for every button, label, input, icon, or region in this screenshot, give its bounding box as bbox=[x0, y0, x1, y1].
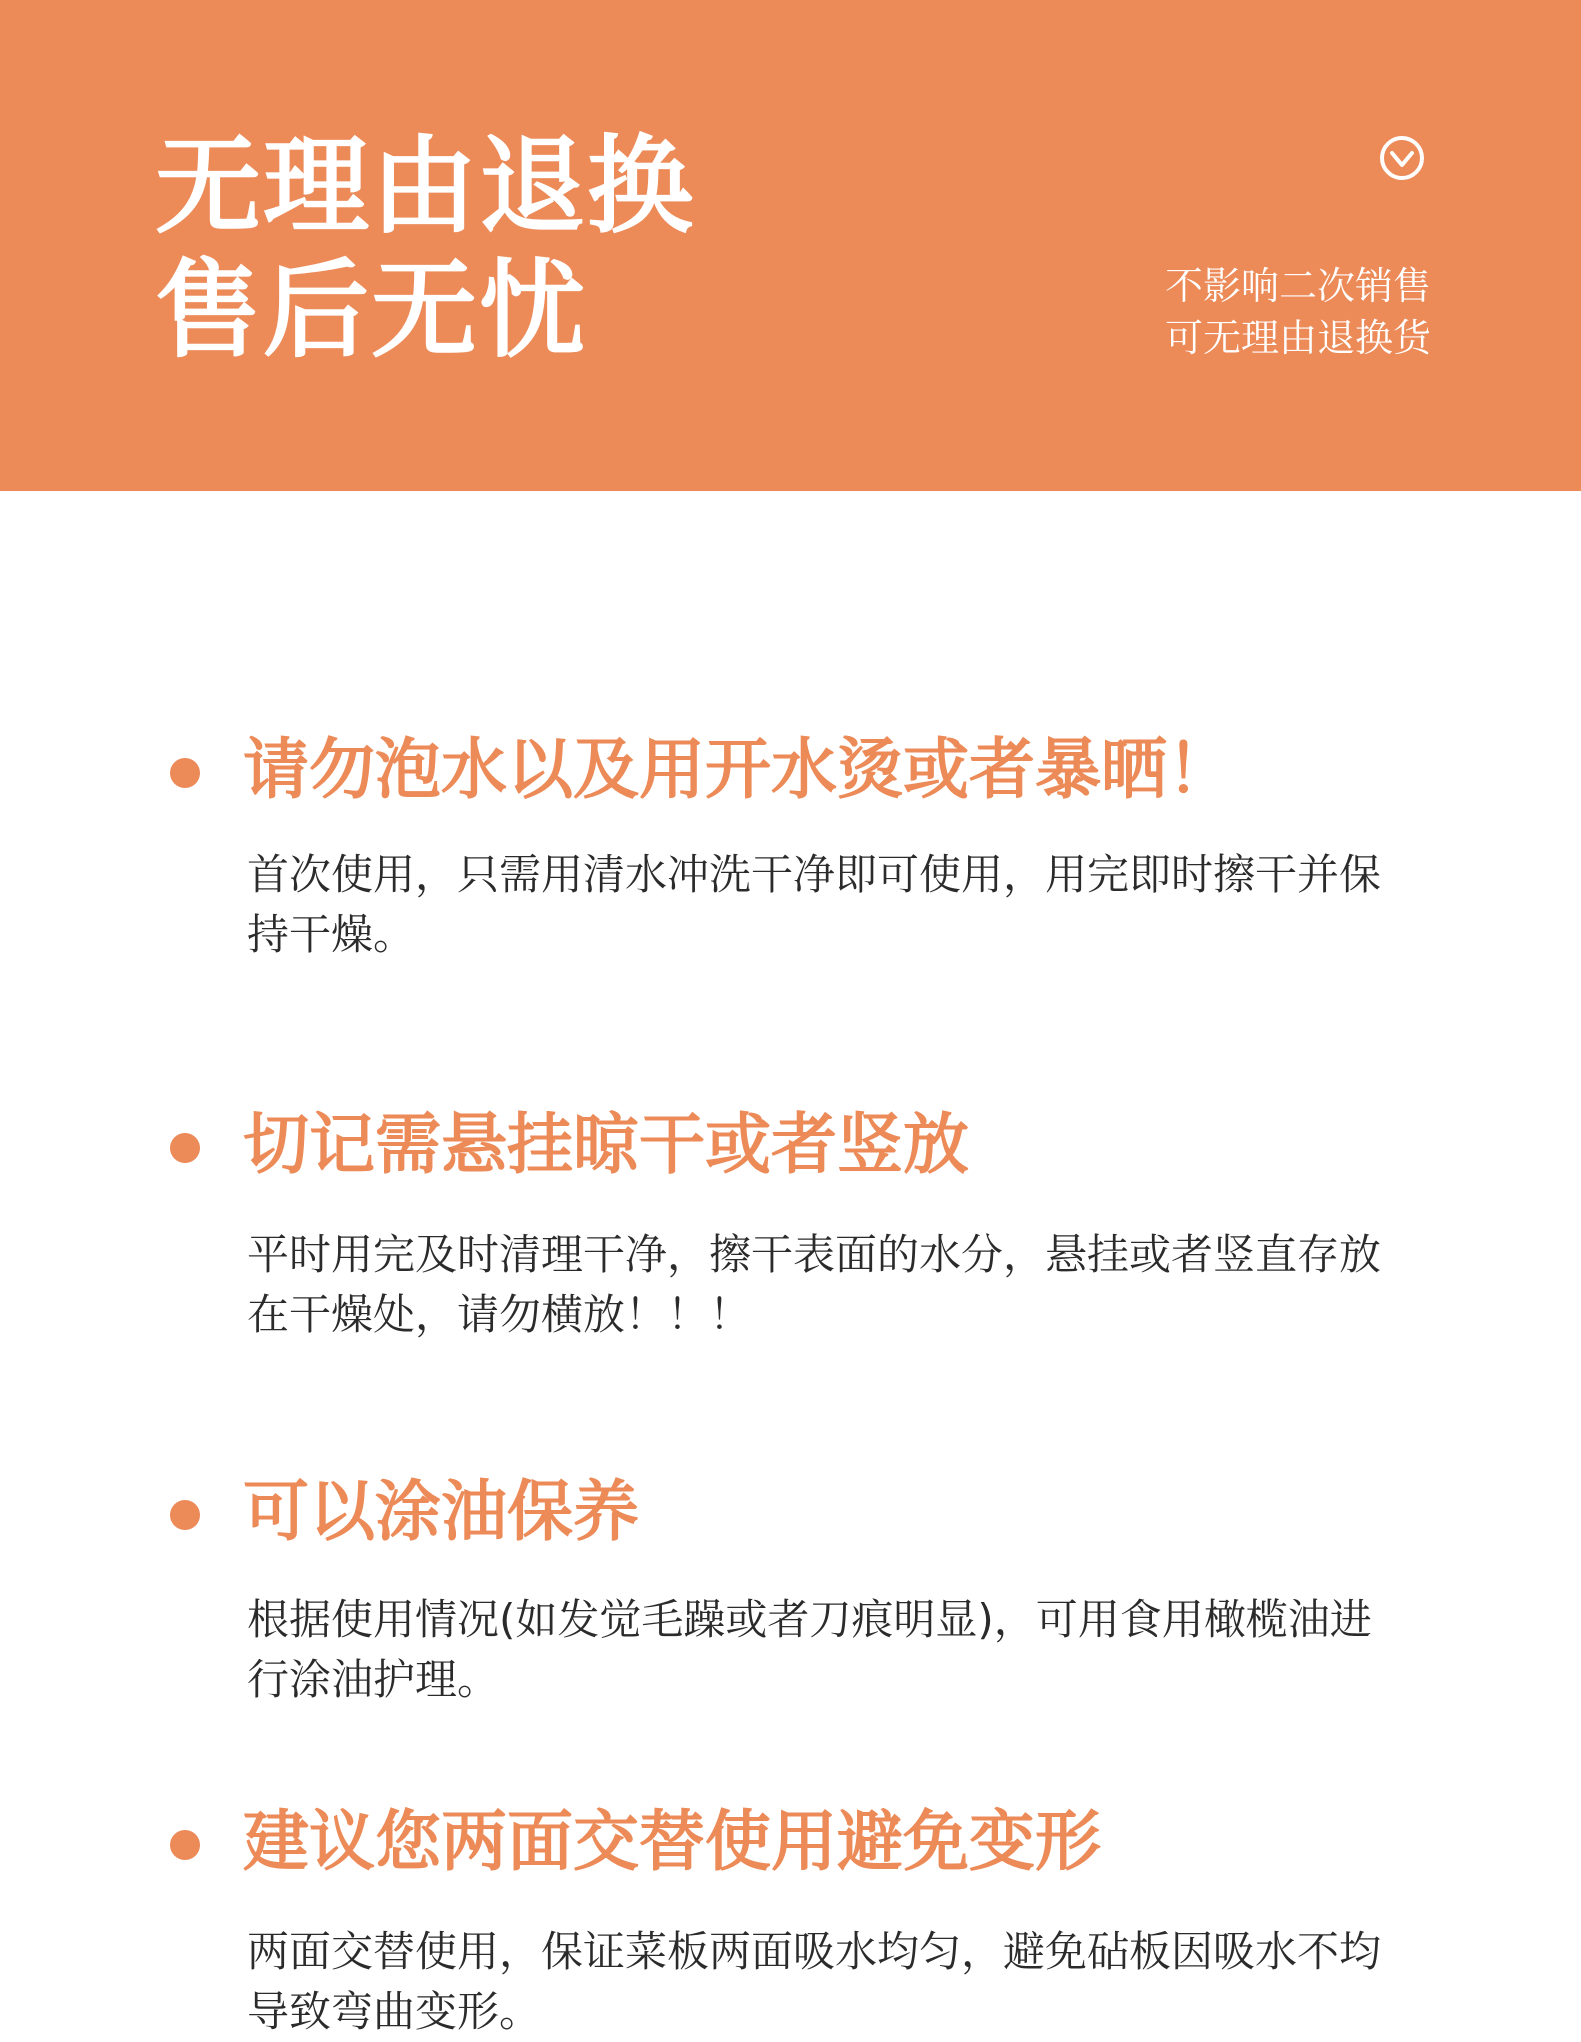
tip-heading: 请勿泡水以及用开水烫或者暴晒！ bbox=[243, 731, 1233, 808]
banner-subtitle-line-1: 不影响二次销售 bbox=[1164, 264, 1431, 308]
banner-title-line-2: 售后无忧 bbox=[155, 249, 587, 372]
tip-body: 两面交替使用，保证菜板两面吸水均匀，避免砧板因吸水不均导致弯曲变形。 bbox=[247, 1927, 1382, 2036]
header-banner bbox=[0, 0, 1581, 491]
bullet-dot-icon bbox=[170, 758, 200, 788]
tip-heading: 切记需悬挂晾干或者竖放 bbox=[243, 1106, 969, 1183]
tip-body: 根据使用情况(如发觉毛躁或者刀痕明显)，可用食用橄榄油进行涂油护理。 bbox=[247, 1595, 1372, 1704]
banner-subtitle-line-2: 可无理由退换货 bbox=[1164, 316, 1431, 360]
tip-heading: 建议您两面交替使用避免变形 bbox=[243, 1803, 1101, 1880]
banner-title-line-1: 无理由退换 bbox=[155, 125, 695, 248]
banner-title bbox=[155, 125, 695, 373]
tip-body: 平时用完及时清理干净，擦干表面的水分，悬挂或者竖直存放在干燥处，请勿横放！！！ bbox=[247, 1230, 1382, 1339]
tip-body: 首次使用，只需用清水冲洗干净即可使用，用完即时擦干并保持干燥。 bbox=[247, 850, 1382, 959]
banner-subtitle bbox=[1165, 260, 1431, 364]
tip-heading: 可以涂油保养 bbox=[243, 1473, 639, 1550]
bullet-dot-icon bbox=[170, 1830, 200, 1860]
bullet-dot-icon bbox=[170, 1133, 200, 1163]
check-circle-icon bbox=[1379, 135, 1425, 181]
bullet-dot-icon bbox=[170, 1500, 200, 1530]
